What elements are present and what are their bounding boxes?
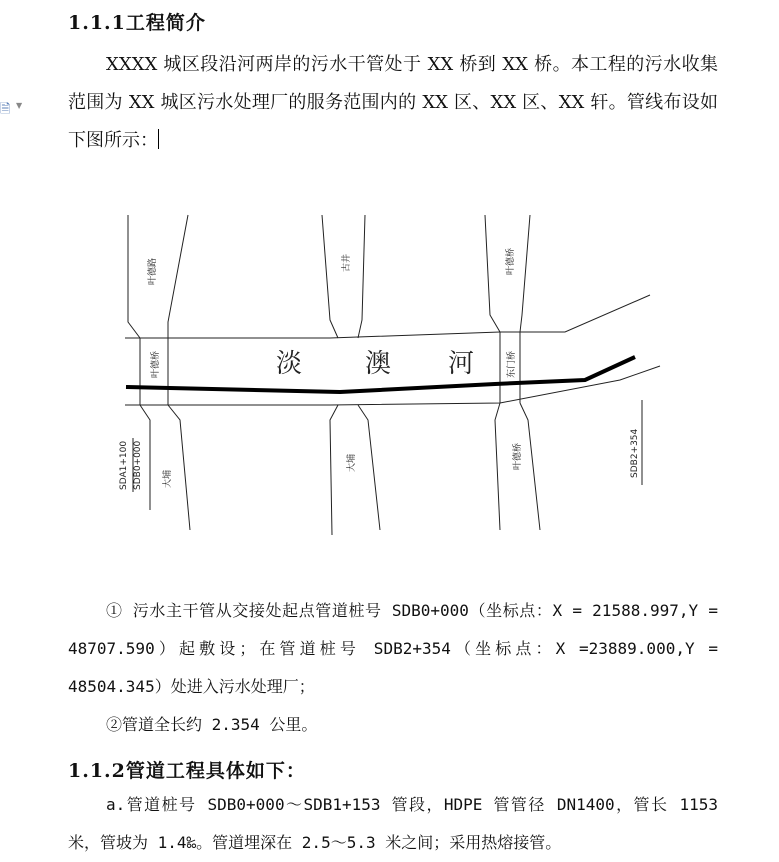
station-label-end: SDB2+354	[630, 428, 640, 478]
road-mid-lower-e	[358, 405, 380, 530]
road-label-bottom-mid: 大埔	[347, 453, 357, 472]
item-1-paragraph: ① 污水主干管从交接处起点管道桩号 SDB0+000（坐标点：X = 21588.997,Y = 48707.590）起敷设；在管道桩号 SDB2+354（坐标点：X =23889.000,Y = 48504.345）处进入污水处理厂；	[68, 601, 718, 696]
item-2-paragraph: ②管道全长约 2.354 公里。	[106, 715, 318, 734]
road-label-top-mid: 古井	[342, 253, 352, 272]
station-label-top: SDA1+100	[119, 440, 129, 490]
chevron-down-icon[interactable]: ▼	[16, 101, 23, 110]
road-label-bottom-left: 大埔	[163, 469, 173, 488]
road-right-upper-w	[485, 215, 500, 332]
road-left-lower-e	[168, 405, 190, 530]
section-heading-2: 1.1.2管道工程具体如下：	[68, 760, 306, 782]
river-bank-upper	[125, 295, 650, 338]
road-label-top-left: 叶德路	[148, 257, 158, 285]
road-left-upper-e	[168, 215, 188, 338]
road-left-upper-w	[128, 215, 140, 338]
item-a-paragraph: a.管道桩号 SDB0+000～SDB1+153 管段，HDPE 管管径 DN1400，管长 1153 米，管坡为 1.4‰。管道埋深在 2.5～5.3 米之间；采用热熔接管。	[68, 795, 718, 852]
section-heading-1: 1.1.1工程简介	[68, 12, 206, 34]
road-right-upper-e	[520, 215, 530, 332]
bridge-label-left: 叶德桥	[151, 350, 161, 378]
river-bank-lower	[125, 366, 660, 405]
river-char-2: 澳	[365, 349, 392, 379]
road-mid-lower-w	[330, 405, 338, 535]
road-mid-upper-e	[358, 215, 365, 338]
river-char-3: 河	[448, 349, 475, 379]
river-char-1: 淡	[276, 349, 303, 379]
bridge-label-right: 东门桥	[507, 350, 517, 378]
road-label-bottom-right: 叶德桥	[513, 442, 523, 470]
road-right-lower-e	[520, 403, 540, 530]
road-right-lower-w	[495, 403, 500, 530]
station-label-bottom: SDB0+000	[133, 440, 143, 490]
road-label-top-right: 叶德桥	[506, 247, 516, 275]
intro-text: XXXX 城区段沿河两岸的污水干管处于 XX 桥到 XX 桥。本工程的污水收集范围为 XX 城区污水处理厂的服务范围内的 XX 区、XX 区、XX 轩。管线布设如下图所示：	[68, 54, 718, 151]
side-document-icon[interactable]: 🗎	[0, 102, 11, 117]
road-mid-upper-w	[322, 215, 338, 338]
